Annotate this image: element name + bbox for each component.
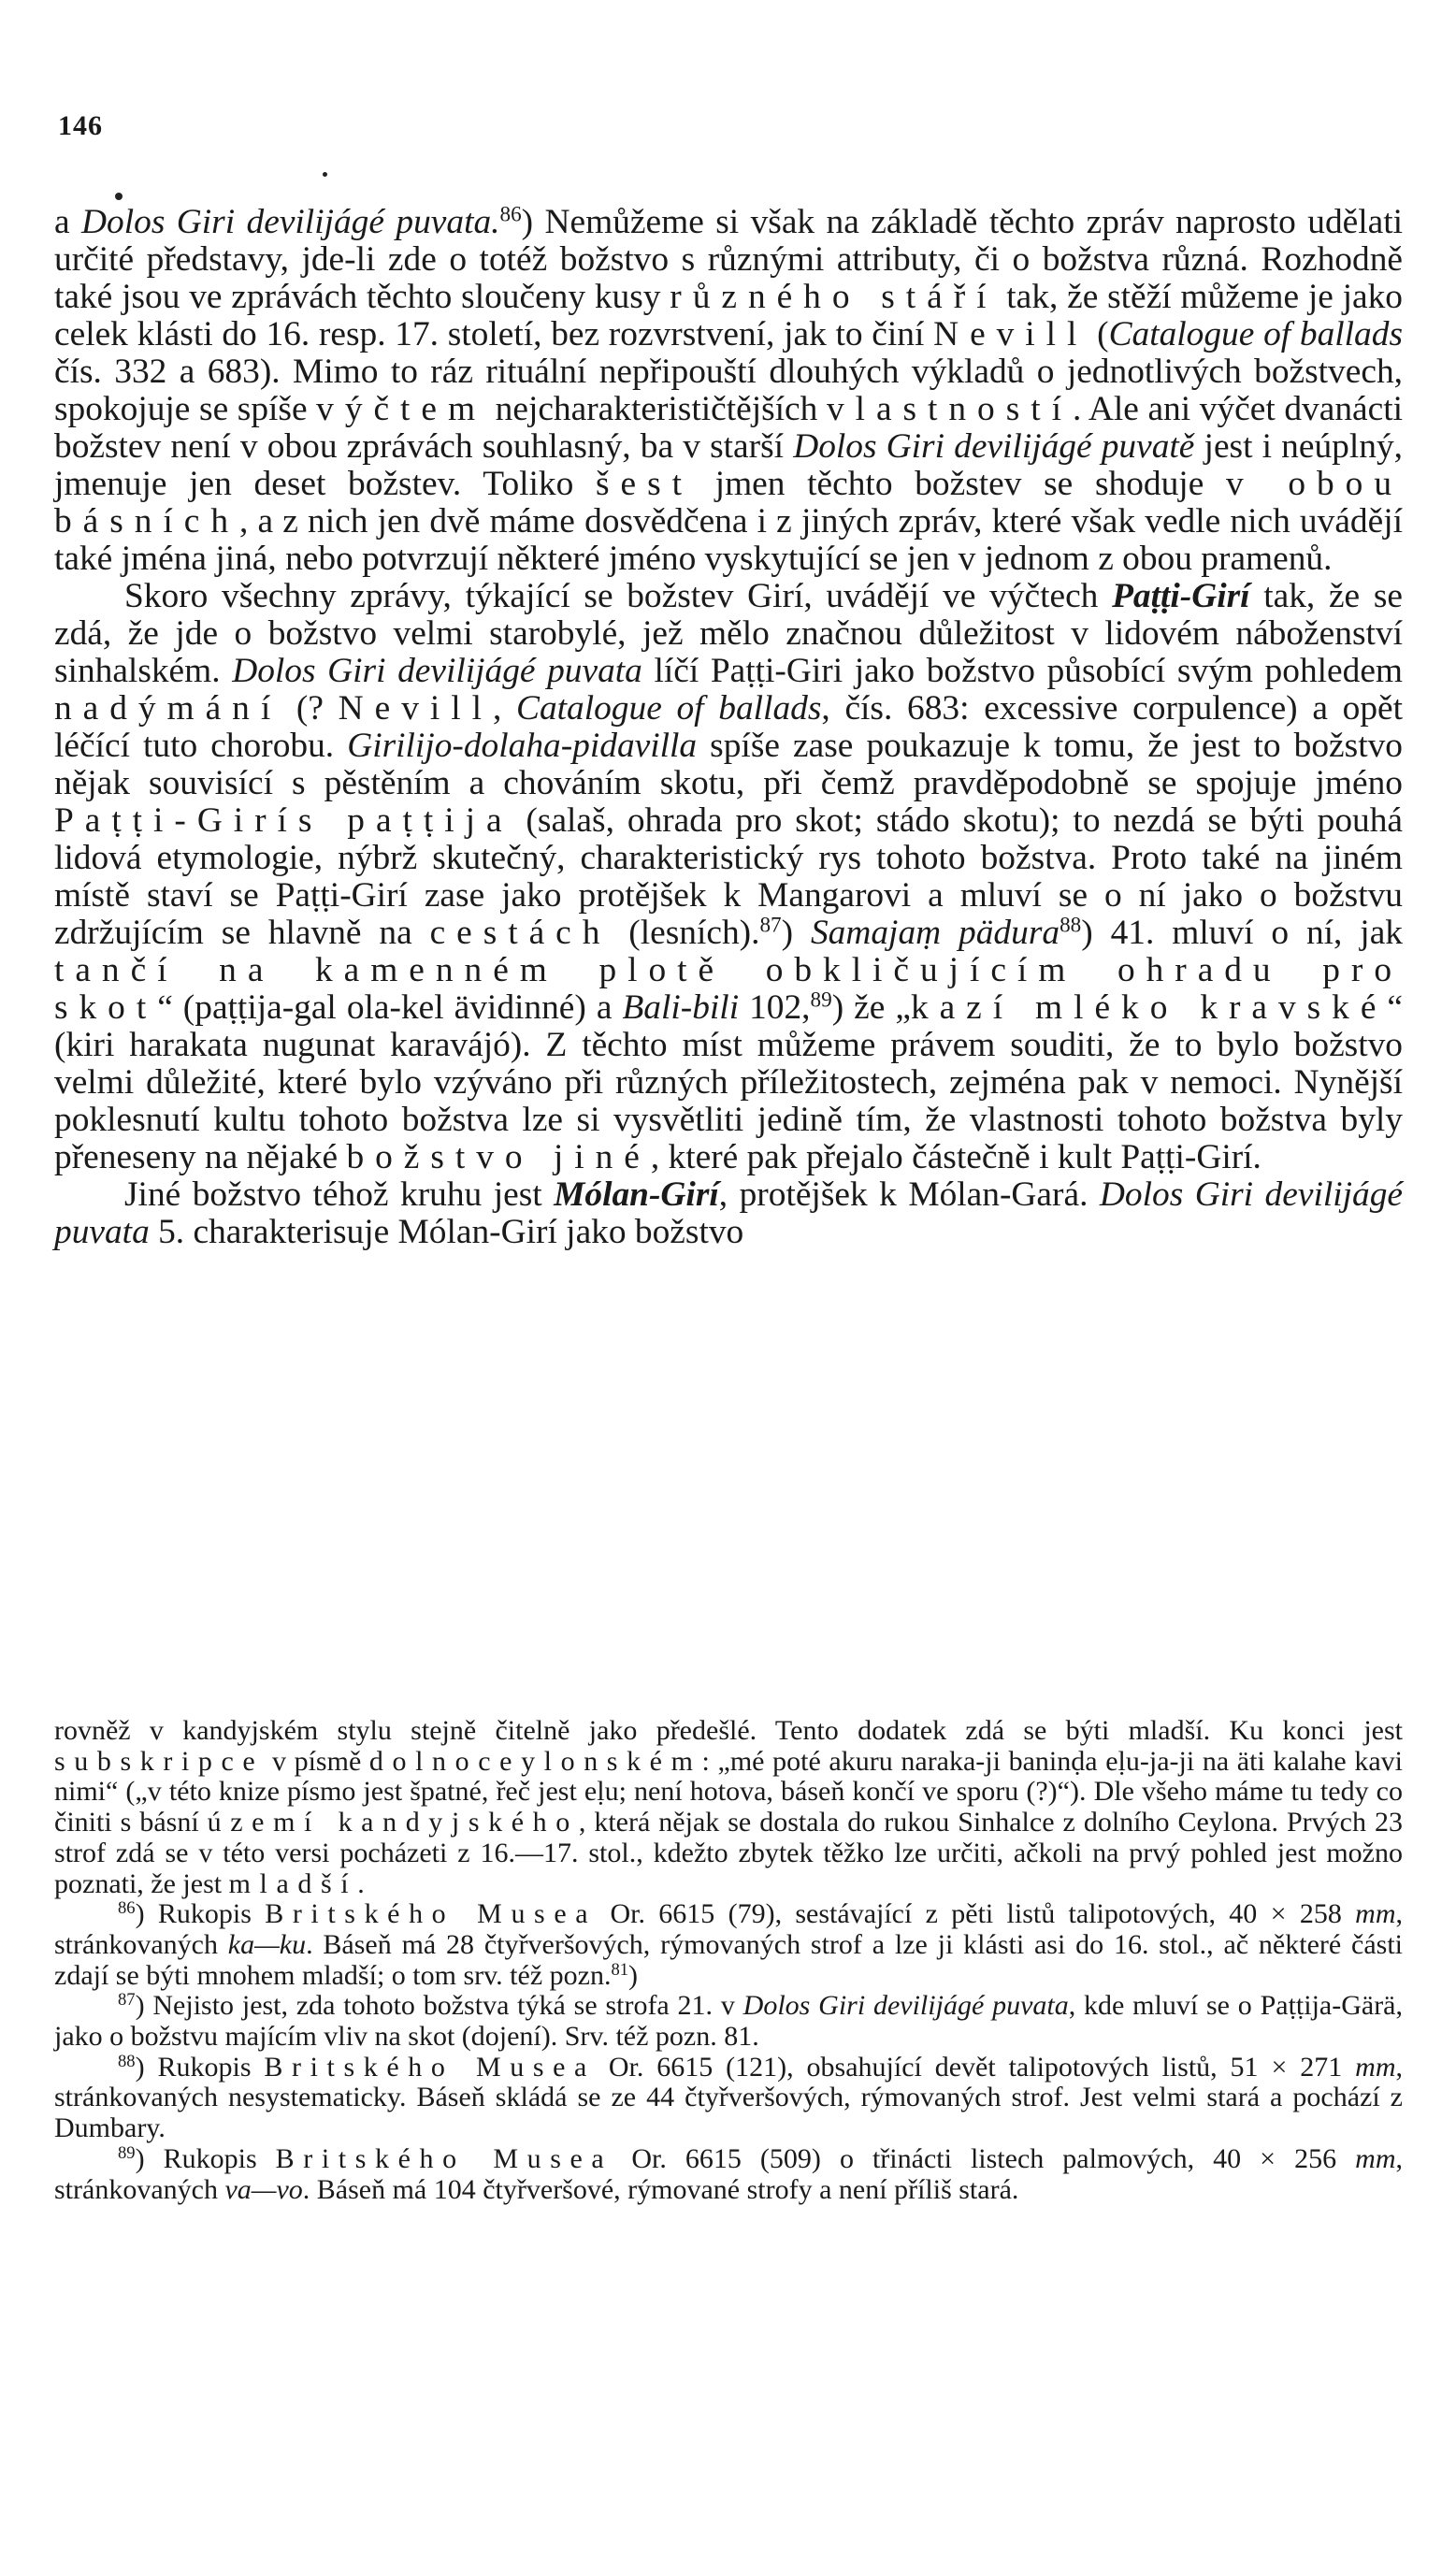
footnote-ref: 88: [1060, 913, 1082, 938]
spaced-run: Britského Musea: [275, 2142, 613, 2174]
italic-run: Catalogue of ballads: [516, 689, 822, 728]
spaced-run: území kandyjského: [207, 1807, 579, 1838]
spaced-run: vlastností: [826, 390, 1073, 428]
footnote-ref: 89: [118, 2142, 136, 2163]
footnote-ref: 81: [611, 1959, 629, 1980]
paragraph: a Dolos Giri devilijágé puvata.$^{86}$) Nemůžeme si však na základě těchto zpráv naprosto udělati určité představy, jde-li zde o totéž božstvo s různými attributy, či o božstva různá. Rozhodně také jsou ve zprávách těchto sloučeny kusy různého stáří tak, že stěží můžeme je jako celek klásti do 16. resp. 17. století, bez rozvrstvení, jak to činí Nevill (Catalogue of ballads čís. 332 a 683). Mimo to ráz rituální nepřipouští dlouhých výkladů o jednotlivých božstvech, spokojuje se spíše výčtem nejcharakterističtějších vlastností. Ale ani výčet dvanácti božstev není v obou zprávách souhlasný, ba v starší Dolos Giri devilijágé puvatě jest i neúplný, jmenuje jen deset božstev. Toliko šest jmen těchto božstev se shoduje v obou básních, a z nich jen dvě máme dosvědčena i z jiných zpráv, které však vedle nich uvádějí také jména jiná, nebo potvrzují některé jméno vyskytující se jen v jednom z obou pramenů.: [54, 202, 1403, 578]
print-speck: [323, 172, 327, 177]
italic-run: Girilijo-dolaha-pidavilla: [347, 727, 698, 765]
footnote-88: $^{88}$) Rukopis Britského Musea Or. 6615 (121), obsahující devět talipotových listů, 51 × 271 mm, stránkovaných nesystematicky. Báseň skládá se ze 44 čtyřveršových, rýmovaných strof. Jest velmi stará a pochází z Dumbary.: [54, 2051, 1404, 2144]
main-text: [54, 204, 1403, 1251]
spaced-run: subskripce: [54, 1745, 265, 1777]
italic-run: mm: [1355, 1898, 1396, 1930]
italic-run: Bali-bili: [622, 988, 740, 1027]
spaced-run: dolnoceylonském: [368, 1745, 702, 1777]
spaced-run: cestách: [429, 914, 612, 952]
footnotes: [54, 1716, 1403, 2205]
spaced-run: Nevill: [338, 689, 493, 728]
footnote-ref: 87: [759, 913, 782, 938]
italic-run: ka—ku: [227, 1928, 307, 1960]
spaced-run: Britského Musea: [264, 2051, 596, 2083]
spaced-run: tančí na kamenném plotě obkličujícím ohradu pro skot: [54, 951, 1403, 1027]
footnote-ref: 89: [810, 987, 832, 1013]
print-speck: [115, 193, 123, 200]
italic-run: Dolos Giri devilijágé puvata: [232, 652, 642, 690]
bold-italic-run: Mólan-Girí: [554, 1175, 719, 1214]
footnote-86: $^{86}$) Rukopis Britského Musea Or. 6615 (79), sestávající z pěti listů talipotových, 40 × 258 mm, stránkovaných ka—ku. Báseň má 28 čtyřveršových, rýmovaných strof a lze ji klásti asi do 16. stol., ač některé části zdají se býti mnohem mladší; o tom srv. též pozn.$^{81}$): [54, 1898, 1403, 1991]
italic-run: Dolos Giri devilijágé puvata.: [81, 203, 500, 241]
italic-run: Dolos Giri devilijágé puvata: [742, 1990, 1069, 2022]
bold-italic-run: Paṭṭi-Girí: [1112, 577, 1250, 615]
spaced-run: v obou básních: [54, 465, 1403, 541]
spaced-run: kazí mléko kravské: [910, 988, 1388, 1027]
italic-run: Dolos Giri devilijágé puvata: [54, 1175, 1403, 1251]
paragraph: Jiné božstvo téhož kruhu jest Mólan-Girí, protějšek k Mólan-Gará. Dolos Giri devilijágé puvata 5. charakterisuje Mólan-Girí jako božstvo: [54, 1175, 1403, 1251]
footnote-89: $^{89}$) Rukopis Britského Musea Or. 6615 (509) o třinácti listech palmových, 40 × 256 mm, stránkovaných va—vo. Báseň má 104 čtyřveršové, rýmované strofy a není příliš stará.: [54, 2142, 1403, 2205]
italic-run: Dolos Giri devilijágé puvatě: [793, 427, 1195, 466]
spaced-run: Nevill: [933, 315, 1088, 353]
italic-run: Samajaṃ pädura: [810, 914, 1060, 952]
spaced-run: výčtem: [316, 390, 487, 428]
spaced-run: Paṭṭi-Girís paṭṭija: [54, 801, 513, 840]
footnote-ref: 86: [499, 202, 522, 227]
footnote-87: $^{87}$) Nejisto jest, zda tohoto božstva týká se strofa 21. v Dolos Giri devilijágé puvata, kde mluví se o Paṭṭija-Gärä, jako o božstvu majícím vliv na skot (dojení). Srv. též pozn. 81.: [54, 1990, 1403, 2053]
spaced-run: mladší: [228, 1867, 358, 1899]
spaced-run: různého stáří: [670, 278, 998, 316]
page-number: 146: [58, 110, 103, 141]
footnote-continuation: rovněž v kandyjském stylu stejně čitelně jako předešlé. Tento dodatek zdá se býti mladší. Ku konci jest subskripce v písmě dolnoceylonském: „mé poté akuru naraka-ji baninḍa eḷu-ja-ji na äti kalahe kavi nimi“ („v této knize písmo jest špatné, řeč jest eḷu; není hotova, báseň končí ve sporu (?)“). Dle všeho máme tu tedy co činiti s básní území kandyjského, která nějak se dostala do rukou Sinhalce z dolního Ceylona. Prvých 23 strof zdá se v této versi pocházeti z 16.—17. stol., kdežto zbytek těžko lze určiti, ačkoli na prvý pohled jest možno poznati, že jest mladší.: [54, 1715, 1403, 1899]
spaced-run: šest: [596, 465, 693, 503]
italic-run: mm: [1355, 2142, 1396, 2174]
footnote-separator: [54, 1696, 1403, 1697]
spaced-run: Britského Musea: [265, 1898, 598, 1930]
italic-run: Catalogue of ballads: [1108, 315, 1403, 353]
italic-run: mm: [1355, 2051, 1396, 2083]
spaced-run: nadýmání: [54, 689, 282, 728]
footnote-ref: 88: [118, 2051, 136, 2071]
footnote-ref: 87: [118, 1990, 136, 2011]
spaced-run: božstvo jiné: [346, 1138, 651, 1176]
paragraph: Skoro všechny zprávy, týkající se božstev Girí, uvádějí ve výčtech Paṭṭi-Girí tak, že se zdá, že jde o božstvo velmi starobylé, jež mělo značnou důležitost v lidovém náboženství sinhalském. Dolos Giri devilijágé puvata líčí Paṭṭi-Giri jako božstvo působící svým pohledem nadýmání (? Nevill, Catalogue of ballads, čís. 683: excessive corpulence) a opět léčící tuto chorobu. Girilijo-dolaha-pidavilla spíše zase poukazuje k tomu, že jest to božstvo nějak souvisící s pěstěním a chováním skotu, při čemž pravděpodobně se spojuje jméno Paṭṭi-Girís paṭṭija (salaš, ohrada pro skot; stádo skotu); to nezdá se býti pouhá lidová etymologie, nýbrž skutečný, charakteristický rys tohoto božstva. Proto také na jiném místě staví se Paṭṭi-Girí zase jako protějšek k Mangarovi a mluví se o ní jako o božstvu zdržujícím se hlavně na cestách (lesních).$^{87}$) Samajaṃ pädura$^{88}$) 41. mluví o ní, jak tančí na kamenném plotě obkličujícím ohradu pro skot“ (paṭṭija-gal ola-kel ävidinné) a Bali-bili 102,89) že „kazí mléko kravské“ (kiri harakata nugunat karavájó). Z těchto míst můžeme právem souditi, že to bylo božstvo velmi důležité, které bylo vzýváno při různých příležitostech, zejména pak v nemoci. Nynější poklesnutí kultu tohoto božstva lze si vysvětliti jedině tím, že vlastnosti tohoto božstva byly přeneseny na nějaké božstvo jiné, které pak přejalo částečně i kult Paṭṭi-Girí.: [54, 577, 1403, 1176]
footnote-ref: 86: [118, 1898, 136, 1918]
italic-run: va—vo: [224, 2173, 303, 2205]
